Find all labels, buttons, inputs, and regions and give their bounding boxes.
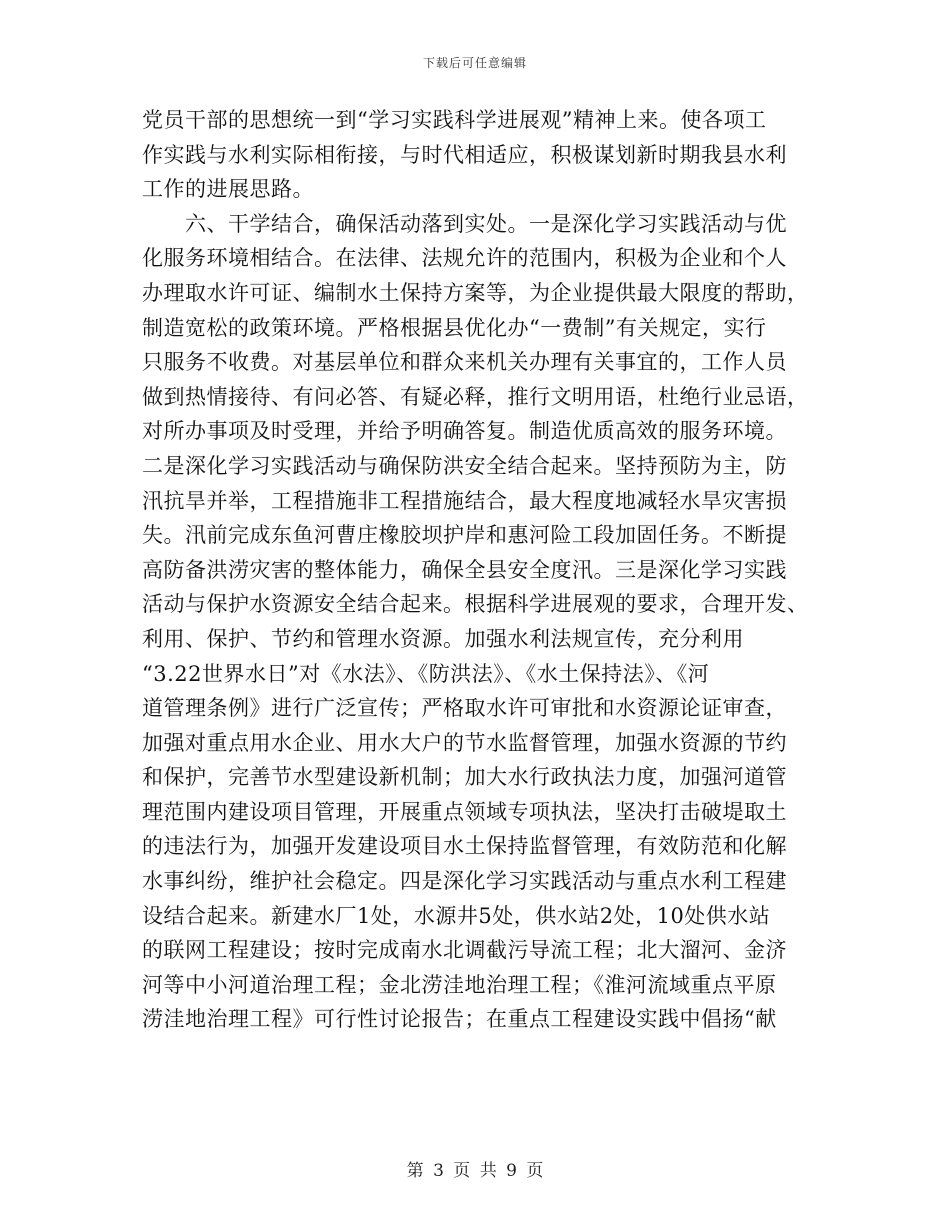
text-line: 汛抗旱并举，工程措施非工程措施结合，最大程度地减轻水旱灾害损	[142, 488, 787, 513]
text-line: 水事纠纷，维护社会稳定。四是深化学习实践活动与重点水利工程建	[142, 869, 787, 894]
text-line: 只服务不收费。对基层单位和群众来机关办理有关事宜的，工作人员	[142, 350, 787, 375]
text-line: 失。汛前完成东鱼河曹庄橡胶坝护岸和惠河险工段加固任务。不断提	[142, 523, 787, 548]
text-line: 二是深化学习实践活动与确保防洪安全结合起来。坚持预防为主，防	[142, 453, 787, 478]
text-line: 设结合起来。新建水厂1处，水源井5处，供水站2处，10处供水站	[142, 903, 771, 928]
text-line: 工作的进展思路。	[142, 177, 314, 202]
text-line: “3.22世界水日”对《水法》、《防洪法》、《水土保持法》、《河	[142, 661, 710, 686]
document-body	[142, 103, 812, 1037]
text-line: 党员干部的思想统一到“学习实践科学进展观”精神上来。使各项工	[142, 108, 767, 132]
text-line: 的违法行为，加强开发建设项目水土保持监督管理，有效防范和化解	[142, 834, 787, 859]
page-header: 下载后可任意编辑	[422, 56, 527, 70]
text-line: 作实践与水利实际相衔接，与时代相适应，积极谋划新时期我县水利	[142, 142, 787, 167]
text-line: 道管理条例》进行广泛宣传；严格取水许可审批和水资源论证审查，	[142, 696, 787, 721]
text-line: 加强对重点用水企业、用水大户的节水监督管理，加强水资源的节约	[142, 730, 787, 755]
text-line: 高防备洪涝灾害的整体能力，确保全县安全度汛。三是深化学习实践	[142, 557, 787, 582]
text-line: 六、干学结合，确保活动落到实处。一是深化学习实践活动与优	[142, 211, 787, 236]
text-line: 的联网工程建设；按时完成南水北调截污导流工程；北大溜河、金济	[142, 938, 787, 963]
text-line: 做到热情接待、有问必答、有疑必释，推行文明用语，杜绝行业忌语，	[142, 384, 809, 409]
page-number: 第 3 页 共 9 页	[406, 1161, 544, 1181]
text-line: 制造宽松的政策环境。严格根据县优化办“一费制”有关规定，实行	[142, 315, 767, 340]
text-line: 理范围内建设项目管理，开展重点领域专项执法，坚决打击破堤取土	[142, 799, 787, 824]
text-line: 办理取水许可证、编制水土保持方案等，为企业提供最大限度的帮助，	[142, 280, 809, 305]
text-line: 活动与保护水资源安全结合起来。根据科学进展观的要求，合理开发、	[142, 592, 809, 617]
text-line: 和保护，完善节水型建设新机制；加大水行政执法力度，加强河道管	[142, 765, 787, 790]
text-line: 河等中小河道治理工程；金北涝洼地治理工程；《淮河流域重点平原	[142, 972, 777, 997]
text-line: 涝洼地治理工程》可行性讨论报告；在重点工程建设实践中倡扬“献	[142, 1007, 777, 1032]
text-line: 对所办事项及时受理，并给予明确答复。制造优质高效的服务环境。	[142, 419, 787, 444]
text-line: 利用、保护、节约和管理水资源。加强水利法规宣传，充分利用	[142, 626, 744, 651]
text-line: 化服务环境相结合。在法律、法规允许的范围内，积极为企业和个人	[142, 246, 787, 271]
